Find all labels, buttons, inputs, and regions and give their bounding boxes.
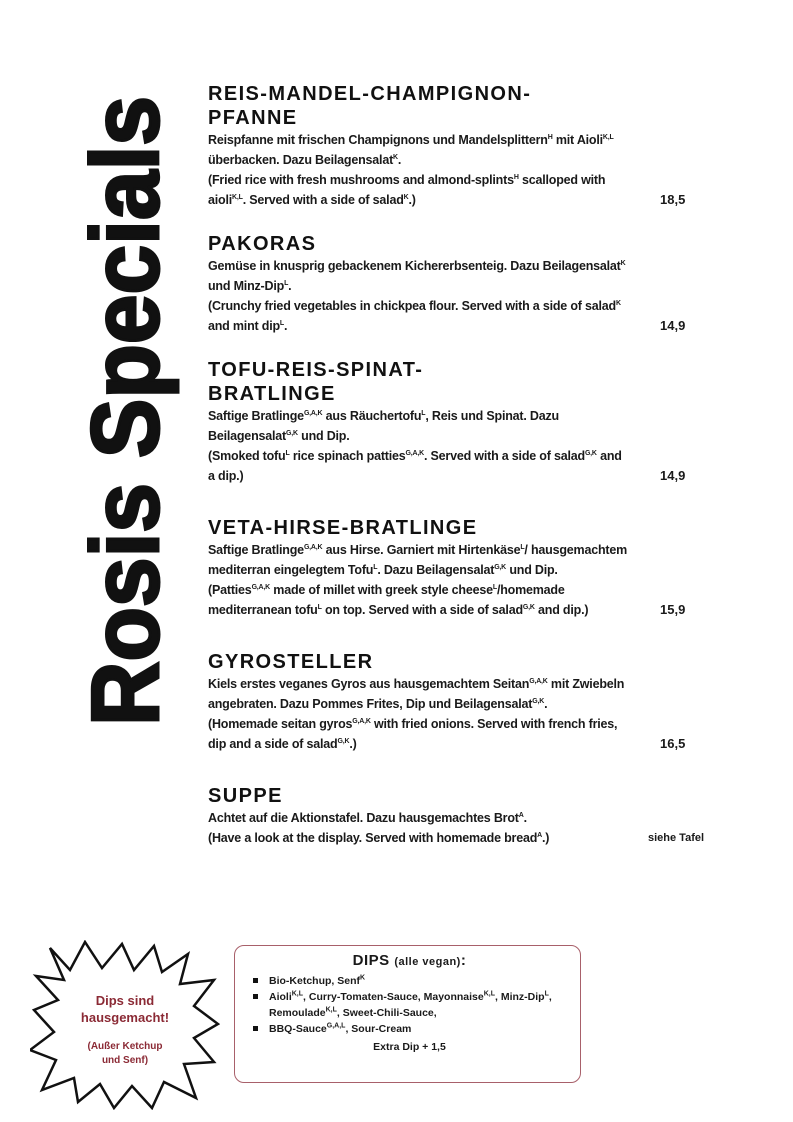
text-run: , Minz-Dip — [495, 991, 545, 1003]
menu-item-name: SUPPE — [208, 785, 283, 807]
allergen-code: L — [492, 583, 497, 591]
text-run: . — [397, 153, 402, 167]
text-run: Saftige Bratlinge — [208, 543, 304, 557]
text-run: , Sour-Cream — [345, 1023, 412, 1035]
menu-item-description — [208, 674, 628, 754]
description-german — [208, 256, 628, 296]
text-run: (Homemade seitan gyros — [208, 717, 353, 731]
dips-heading-colon: : — [460, 952, 467, 969]
text-run: und Dip. — [297, 429, 350, 443]
allergen-code: L — [317, 603, 322, 611]
menu-item-description — [208, 540, 628, 620]
allergen-code: A — [537, 831, 543, 839]
allergen-code: K,L — [602, 133, 614, 141]
menu-item-description — [208, 808, 628, 848]
text-run: Saftige Bratlinge — [208, 409, 304, 423]
allergen-code: G,K — [286, 429, 298, 437]
burst-line-2: hausgemacht! — [80, 1010, 170, 1025]
menu-item — [208, 784, 728, 848]
menu-item-name: REIS-MANDEL-CHAMPIGNON-PFANNE — [208, 83, 532, 129]
menu-item-description — [208, 406, 628, 486]
text-run: Gemüse in knusprig gebackenem Kichererbsenteig. Dazu Beilagensalat — [208, 259, 621, 273]
menu-item-name: TOFU-REIS-SPINAT-BRATLINGE — [208, 359, 424, 405]
text-run: aus Räuchertofu — [322, 409, 422, 423]
homemade-dips-burst — [30, 940, 220, 1110]
allergen-code: L — [373, 563, 378, 571]
text-run: , Remoulade — [269, 991, 552, 1019]
allergen-code: K — [360, 974, 366, 982]
menu-item — [208, 650, 728, 754]
text-run: scalloped with aioli — [208, 173, 606, 207]
dips-heading-note: (alle vegan) — [394, 956, 461, 968]
text-run: , Sweet-Chili-Sauce, — [336, 1007, 437, 1019]
dips-heading — [253, 952, 566, 969]
allergen-code: G,K — [584, 449, 597, 457]
extra-dip-price: Extra Dip + 1,5 — [373, 1041, 446, 1053]
allergen-code: A — [518, 811, 524, 819]
text-run: made of millet with greek style cheese — [270, 583, 493, 597]
text-run: aus Hirse. Garniert mit Hirtenkäse — [322, 543, 521, 557]
text-run: and a dip.) — [208, 449, 622, 483]
allergen-code: K,L — [291, 990, 304, 998]
allergen-code: G,K — [337, 737, 350, 745]
menu-item-price: 18,5 — [660, 192, 686, 207]
burst-line-4: und Senf) — [101, 1055, 149, 1066]
description-german — [208, 674, 628, 714]
allergen-code: K — [393, 153, 398, 161]
description-german — [208, 808, 628, 828]
text-run: (Smoked tofu — [208, 449, 286, 463]
burst-line-3: (Außer Ketchup — [87, 1041, 163, 1052]
dip-list-item — [269, 1021, 566, 1037]
text-run: . Served with a side of salad — [424, 449, 585, 463]
text-run: . — [288, 279, 292, 293]
text-run: (Patties — [208, 583, 252, 597]
menu-item — [208, 232, 728, 336]
text-run: Bio-Ketchup, Senf — [269, 975, 360, 987]
menu-item-price: 16,5 — [660, 736, 686, 751]
text-run: überbacken. Dazu Beilagensalat — [208, 153, 394, 167]
text-run: and dip.) — [534, 603, 589, 617]
description-english — [208, 170, 628, 210]
allergen-code: G,A,K — [303, 543, 323, 551]
allergen-code: G,K — [522, 603, 535, 611]
text-run: on top. Served with a side of salad — [321, 603, 523, 617]
allergen-code: H — [547, 133, 553, 141]
text-run: Achtet auf die Aktionstafel. Dazu hausgemachtes Brot — [208, 811, 519, 825]
text-run: Aioli — [269, 991, 292, 1003]
description-english — [208, 828, 628, 848]
menu-item-name: GYROSTELLER — [208, 651, 374, 673]
menu-item-price: 15,9 — [660, 602, 686, 617]
text-run: und Minz-Dip — [208, 279, 285, 293]
text-run: mit Aioli — [552, 133, 603, 147]
dip-list-item — [269, 973, 566, 989]
text-run: Reispfanne mit frischen Champignons und Mandelsplittern — [208, 133, 548, 147]
allergen-code: H — [513, 173, 519, 181]
side-title-text: Rosis Specials — [80, 88, 179, 726]
allergen-code: L — [544, 990, 549, 998]
menu-item-name: VETA-HIRSE-BRATLINGE — [208, 517, 478, 539]
allergen-code: G,A,K — [405, 449, 424, 457]
menu-item — [208, 516, 728, 620]
text-run: / hausgemachtem mediterran eingelegtem Tofu — [208, 543, 628, 577]
menu-item-price: siehe Tafel — [648, 832, 705, 844]
text-run: , Curry-Tomaten-Sauce, Mayonnaise — [303, 991, 484, 1003]
description-german — [208, 406, 628, 446]
text-run: . — [283, 319, 288, 333]
allergen-code: L — [285, 449, 290, 457]
text-run: .) — [349, 737, 357, 751]
text-run: rice spinach patties — [289, 449, 406, 463]
rosis-specials-side-title — [80, 88, 180, 728]
text-run: . — [523, 811, 527, 825]
text-run: und Dip. — [506, 563, 558, 577]
allergen-code: L — [284, 279, 289, 287]
text-run: mit Zwiebeln angebraten. Dazu Pommes Frites, Dip und Beilagensalat — [208, 677, 625, 711]
allergen-code: L — [279, 319, 284, 327]
allergen-code: G,A,K — [303, 409, 323, 417]
text-run: Kiels erstes veganes Gyros aus hausgemachtem Seitan — [208, 677, 530, 691]
allergen-code: G,A,K — [352, 717, 371, 725]
allergen-code: L — [421, 409, 426, 417]
text-run: /homemade mediterranean tofu — [208, 583, 565, 617]
description-english — [208, 580, 628, 620]
menu-item-name: PAKORAS — [208, 233, 317, 255]
description-english — [208, 296, 628, 336]
text-run: . Dazu Beilagensalat — [377, 563, 495, 577]
description-german — [208, 130, 628, 170]
menu-item-description — [208, 256, 628, 336]
allergen-code: K — [615, 299, 621, 307]
text-run: , Reis und Spinat. Dazu Beilagensalat — [208, 409, 559, 443]
allergen-code: K,L — [325, 1006, 337, 1014]
allergen-code: K,L — [232, 193, 243, 201]
allergen-code: L — [520, 543, 525, 551]
menu-item — [208, 82, 728, 210]
allergen-code: G,A,K — [251, 583, 271, 591]
side-title-art — [80, 88, 180, 728]
allergen-code: K,L — [483, 990, 495, 998]
menu-item-description — [208, 130, 628, 210]
allergen-code: K — [403, 193, 409, 201]
dips-list — [253, 973, 566, 1037]
text-run: . Served with a side of salad — [242, 193, 404, 207]
allergen-code: G,A,K — [529, 677, 548, 685]
allergen-code: G,K — [494, 563, 507, 571]
text-run: with fried onions. Served with french fries, dip and a side of salad — [208, 717, 618, 751]
description-english — [208, 714, 628, 754]
text-run: BBQ-Sauce — [269, 1023, 327, 1035]
text-run: (Fried rice with fresh mushrooms and almond-splints — [208, 173, 514, 187]
burst-headline — [30, 992, 220, 1026]
menu-item-price: 14,9 — [660, 468, 686, 483]
text-run: and mint dip — [208, 319, 280, 333]
burst-note — [30, 1040, 220, 1068]
dips-box — [234, 945, 581, 1083]
dip-list-item — [269, 989, 566, 1021]
text-run: .) — [542, 831, 550, 845]
text-run: (Have a look at the display. Served with homemade bread — [208, 831, 538, 845]
menu-item — [208, 358, 728, 486]
menu-item-price: 14,9 — [660, 318, 686, 333]
allergen-code: G,A,L — [326, 1022, 346, 1030]
burst-line-1: Dips sind — [95, 993, 155, 1008]
menu-list — [208, 82, 728, 870]
allergen-code: G,K — [532, 697, 545, 705]
description-english — [208, 446, 628, 486]
text-run: . — [544, 697, 548, 711]
text-run: .) — [408, 193, 416, 207]
description-german — [208, 540, 628, 580]
text-run: (Crunchy fried vegetables in chickpea flour. Served with a side of salad — [208, 299, 616, 313]
allergen-code: K — [620, 259, 626, 267]
dips-heading-title: DIPS — [352, 952, 390, 969]
